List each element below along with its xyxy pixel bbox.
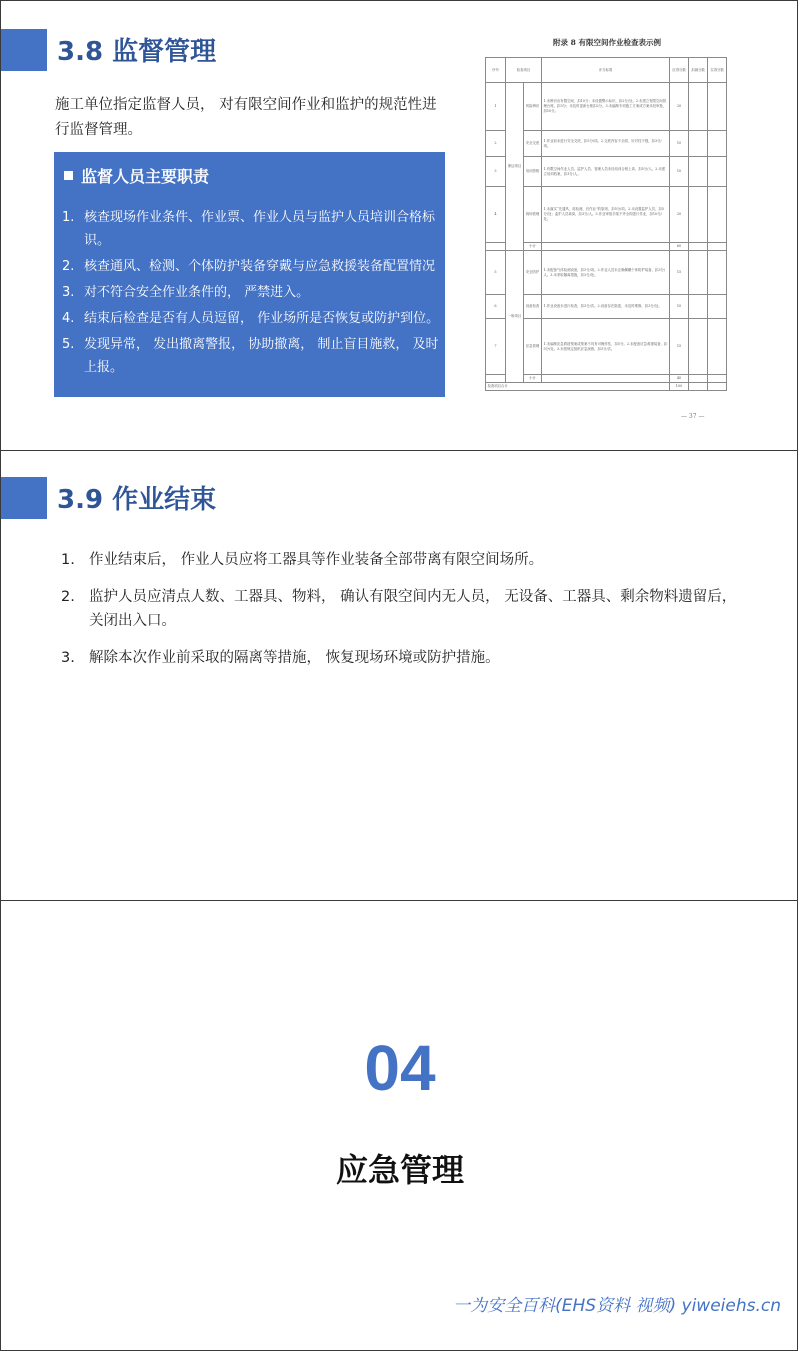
- list-item: 1. 作业结束后， 作业人员应将工器具等作业装备全部带离有限空间场所。: [61, 552, 544, 568]
- table-total-row: 检查项目合计 100: [486, 383, 727, 391]
- section-number: 04: [364, 1032, 436, 1104]
- list-item: 2. 监护人员应清点人数、工器具、物料， 确认有限空间内无人员， 无设备、工器具、剩余物料遗留后， 关闭出入口。: [61, 589, 737, 629]
- slide-section-divider: [0, 900, 798, 1351]
- list-item: 2. 核查通风、检测、个体防护装备穿戴与应急救援装备配置情况: [62, 259, 436, 274]
- slide-work-completion: [0, 450, 798, 901]
- table-row: 3 培训资格 1.有限空间作业人员、监护人员、管理人员未经培训合格上岗，扣5分/人。2.未建立培训档案，扣3分/人。 10: [486, 157, 727, 187]
- section-title: 应急管理: [335, 1151, 464, 1189]
- title-accent-bar: [1, 477, 47, 519]
- list-item: 3. 解除本次作业前采取的隔离等措施， 恢复现场环境或防护措施。: [61, 650, 500, 666]
- list-item: 1. 核查现场作业条件、作业票、作业人员与监护人员培训合格标识。: [62, 210, 436, 248]
- inspection-table: [485, 57, 727, 391]
- table-row: 7 应急管理 1.未编制应急救援预案或预案不具有可操作性，扣5分。2.未配备应急救援装备，扣5分/处。3.未按规定组织应急演练，扣3分/次。 15: [486, 319, 727, 375]
- slide-title: 3.8 监督管理: [57, 37, 217, 67]
- table-row: 2 安全交底 1.作业前未进行安全交底，扣5分/项。2.交底内容不全面、针对性不强，扣3分/项。 10: [486, 131, 727, 157]
- watermark-text: 一为安全百科(EHS资料 视频) yiweiehs.cn: [453, 1296, 781, 1316]
- slide-supervision: [0, 0, 798, 451]
- list-item: 3. 对不符合安全作业条件的， 严禁进入。: [62, 285, 310, 300]
- table-row: 5 一般项目 安全防护 1.未配备气体检测设备，扣3分/项。2.作业人员未正确佩戴个体防护装备，扣3分/人。3.未采取隔离措施，扣3分/处。 15: [486, 251, 727, 295]
- list-item: 4. 结束后检查是否有人员逗留， 作业场所是否恢复或防护到位。: [62, 311, 440, 326]
- slide-title: 3.9 作业结束: [57, 485, 217, 515]
- intro-text: 施工单位指定监督人员， 对有限空间作业和监护的规范性进行监督管理。: [55, 97, 437, 138]
- table-subtotal-row: 小计 40: [486, 375, 727, 383]
- duties-heading: 监督人员主要职责: [64, 164, 209, 187]
- table-row: 6 设备检查 1.作业设备未进行检查，扣3分/次。2.设备存在隐患，未及时维修，扣3分/处。 10: [486, 295, 727, 319]
- table-row: 1 保证项目 风险辨识 1.未辨识出有限空间，扣10分；未设置警示标识，扣2分/处。2.未建立有限空间管理台账，扣5分；未及时更新台账扣2分。3.未编制专项施工方案或方案未经审批，扣10分。 20: [486, 83, 727, 131]
- table-row: 4 现场管理 1.未落实“先通风、再检测、后作业”的原则，扣5分/项。2.未设置监护人员，扣5分/处；监护人员离岗，扣3分/人。3.作业审批手续不齐全即进行作业，扣10分/处。 20: [486, 187, 727, 243]
- steps-list: [61, 548, 751, 683]
- table-subtotal-row: 小计 60: [486, 243, 727, 251]
- form-title: 附录 8 有限空间作业检查表示例: [553, 38, 661, 47]
- square-bullet-icon: [64, 171, 73, 180]
- inspection-form-image: [485, 37, 729, 427]
- duties-list: [62, 206, 445, 382]
- duties-box: [54, 152, 445, 397]
- list-item: 5. 发现异常， 发出撤离警报， 协助撤离， 制止盲目施救， 及时上报。: [62, 337, 439, 375]
- table-header-row: 序号 检查项目 评分标准 应得分数 扣减分数 实得分数: [486, 58, 727, 83]
- title-accent-bar: [1, 29, 47, 71]
- page-number: — 37 —: [681, 413, 705, 420]
